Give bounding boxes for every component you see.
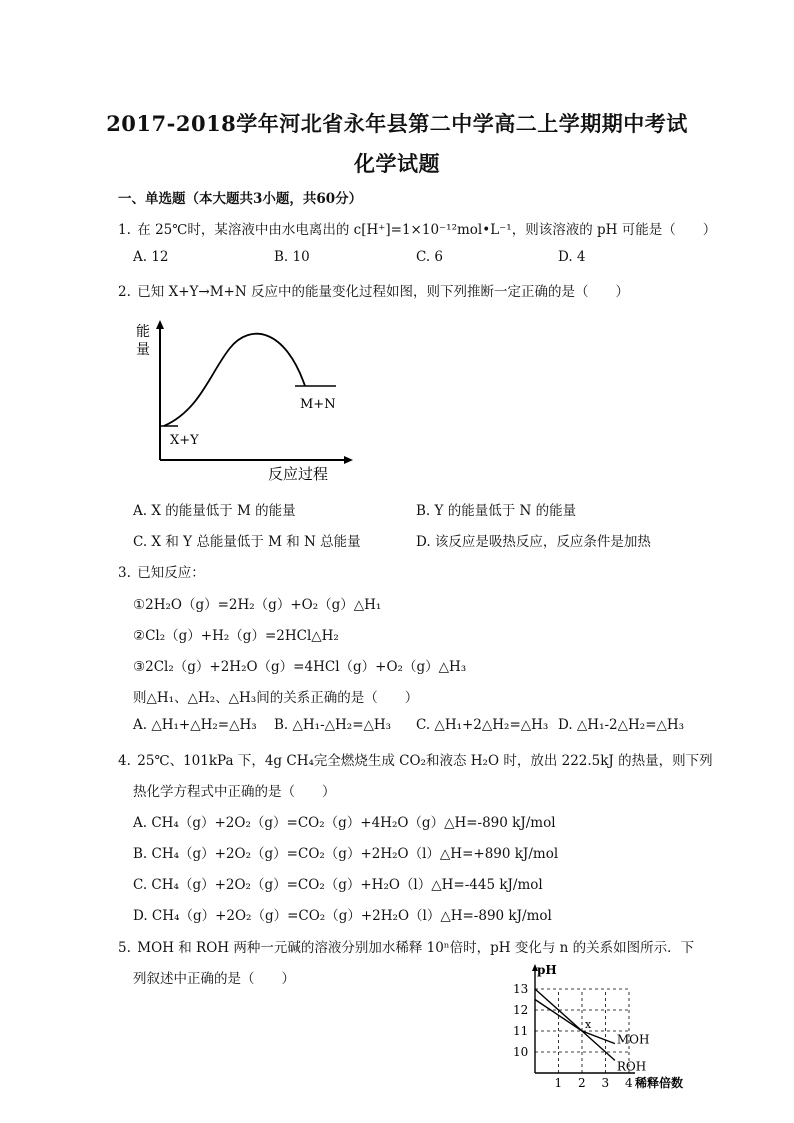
option-b[interactable]: B. 10 xyxy=(274,249,310,265)
question-text: 在 25℃时，某溶液中由水电离出的 c[H⁺]=1×10⁻¹²mol•L⁻¹，则该溶液的 pH 可能是（ ） xyxy=(137,222,717,238)
energy-label-char-1: 能 xyxy=(136,324,150,340)
question-text: 已知反应： xyxy=(137,565,205,581)
question-text: MOH 和 ROH 两种一元碱的溶液分别加水稀释 10ⁿ倍时，pH 变化与 n 的关系如图所示．下 xyxy=(137,940,695,956)
option-c[interactable]: C. X 和 Y 总能量低于 M 和 N 总能量 xyxy=(133,534,361,550)
option-b[interactable]: B. △H₁-△H₂=△H₃ xyxy=(274,717,392,733)
option-d[interactable]: D. △H₁-2△H₂=△H₃ xyxy=(558,717,685,733)
energy-curve xyxy=(164,334,305,426)
y-tick-label: 12 xyxy=(513,1003,529,1017)
option-a[interactable]: A. △H₁+△H₂=△H₃ xyxy=(133,717,257,733)
question-4-cont: 热化学方程式中正确的是（ ） xyxy=(133,784,336,800)
x-tick-label: 2 xyxy=(578,1076,586,1090)
equation-1: ①2H₂O（g）=2H₂（g）+O₂（g）△H₁ xyxy=(133,597,382,613)
option-d[interactable]: D. 该反应是吸热反应，反应条件是加热 xyxy=(416,534,651,550)
question-2 xyxy=(118,280,629,300)
y-tick-label: 11 xyxy=(513,1024,529,1038)
intersection-label: x xyxy=(585,1018,592,1031)
option-c[interactable]: C. △H₁+2△H₂=△H₃ xyxy=(416,717,549,733)
y-tick-label: 10 xyxy=(513,1045,529,1059)
equation-2: ②Cl₂（g）+H₂（g）=2HCl△H₂ xyxy=(133,628,339,644)
option-a[interactable]: A. 12 xyxy=(133,249,169,265)
question-5 xyxy=(118,936,694,956)
option-a[interactable]: A. X 的能量低于 M 的能量 xyxy=(133,503,296,519)
series-label-moh: MOH xyxy=(616,1032,650,1047)
ph-dilution-chart xyxy=(508,960,698,1090)
exam-title: 2017-2018学年河北省永年县第二中学高二上学期期中考试 xyxy=(106,111,688,136)
energy-label-char-2: 量 xyxy=(136,342,150,358)
option-d[interactable]: D. 4 xyxy=(558,249,586,265)
question-3 xyxy=(118,561,205,581)
x-tick-label: 1 xyxy=(554,1076,563,1090)
x-tick-label: 3 xyxy=(601,1076,610,1090)
option-c[interactable]: C. CH₄（g）+2O₂（g）=CO₂（g）+H₂O（l）△H=-445 kJ/mol xyxy=(133,877,543,893)
question-text: 25℃、101kPa 下，4g CH₄完全燃烧生成 CO₂和液态 H₂O 时，放出 222.5kJ 的热量，则下列 xyxy=(137,753,713,769)
question-text: 已知 X+Y→M+N 反应中的能量变化过程如图，则下列推断一定正确的是（ ） xyxy=(137,284,629,300)
question-1 xyxy=(118,218,716,238)
equation-3: ③2Cl₂（g）+2H₂O（g）=4HCl（g）+O₂（g）△H₃ xyxy=(133,659,467,675)
exam-subtitle: 化学试题 xyxy=(354,151,440,176)
option-a[interactable]: A. CH₄（g）+2O₂（g）=CO₂（g）+4H₂O（g）△H=-890 kJ/mol xyxy=(133,815,556,831)
y-axis-label: pH xyxy=(537,963,557,977)
energy-axis-arrow xyxy=(156,320,164,329)
reactant-label: X+Y xyxy=(170,433,199,448)
series-label-roh: ROH xyxy=(616,1059,647,1074)
x-axis-label: 稀释倍数 xyxy=(635,1076,684,1090)
question-number: 5. xyxy=(118,940,131,956)
process-axis-arrow xyxy=(344,456,353,464)
question-4 xyxy=(118,749,713,769)
energy-diagram xyxy=(130,318,360,488)
question-number: 2. xyxy=(118,284,131,300)
section-heading: 一、单选题（本大题共3小题，共60分） xyxy=(118,191,363,207)
process-label: 反应过程 xyxy=(268,465,329,483)
question-5-cont: 列叙述中正确的是（ ） xyxy=(133,971,295,987)
question-number: 1. xyxy=(118,222,131,238)
option-d[interactable]: D. CH₄（g）+2O₂（g）=CO₂（g）+2H₂O（l）△H=-890 kJ/mol xyxy=(133,908,552,924)
option-b[interactable]: B. CH₄（g）+2O₂（g）=CO₂（g）+2H₂O（l）△H=+890 kJ/mol xyxy=(133,846,559,862)
question-number: 4. xyxy=(118,753,131,769)
question-number: 3. xyxy=(118,565,131,581)
series-line-roh xyxy=(535,989,615,1060)
product-label: M+N xyxy=(300,397,336,412)
x-tick-label: 4 xyxy=(625,1076,633,1090)
series-line-moh xyxy=(535,1000,615,1044)
option-c[interactable]: C. 6 xyxy=(416,249,444,265)
question-3-ask: 则△H₁、△H₂、△H₃间的关系正确的是（ ） xyxy=(133,690,419,706)
option-b[interactable]: B. Y 的能量低于 N 的能量 xyxy=(416,503,577,519)
y-tick-label: 13 xyxy=(513,982,529,996)
